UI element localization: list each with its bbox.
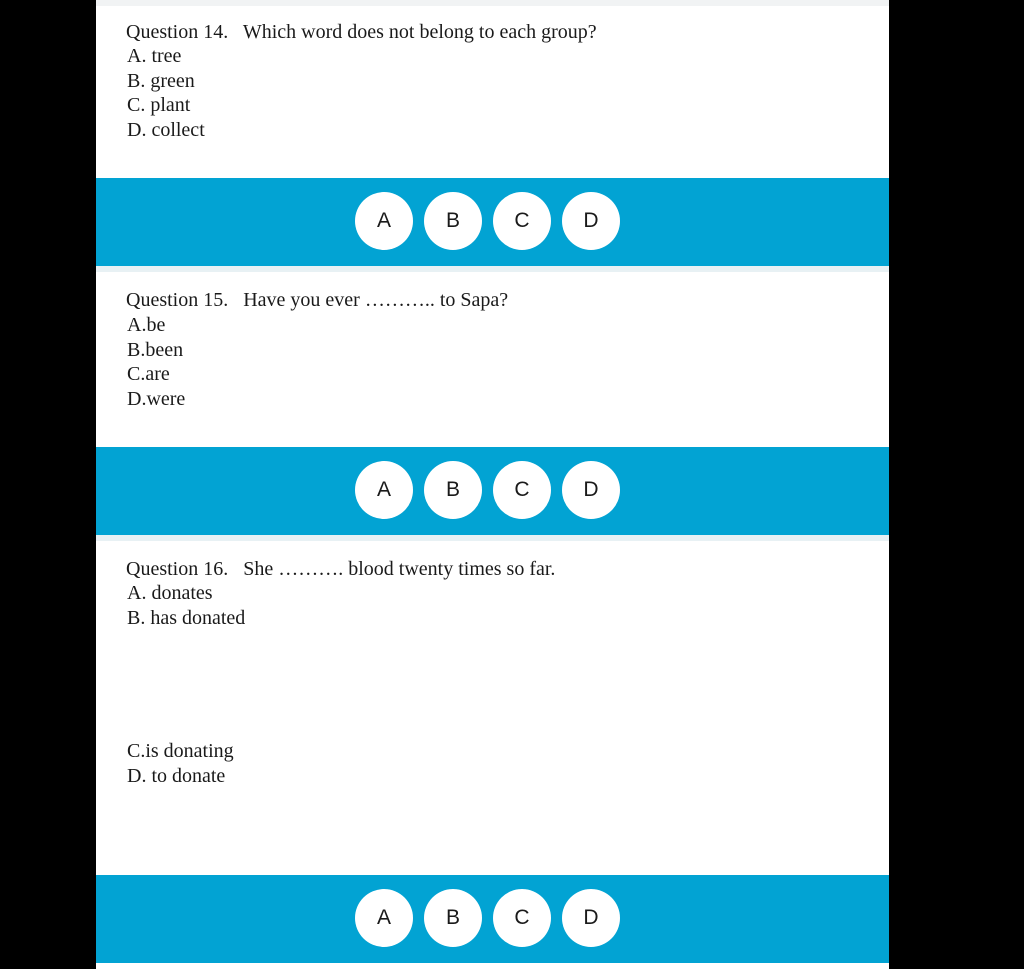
choice-b-button[interactable]: B (424, 889, 482, 947)
option-c: C.is donating (127, 740, 234, 762)
option-a: A.be (127, 314, 166, 336)
option-b: B. has donated (127, 607, 246, 629)
option-d: D. to donate (127, 765, 226, 787)
option-c: C.are (127, 363, 170, 385)
option-c: C. plant (127, 94, 191, 116)
question-card-15 (96, 272, 889, 447)
choice-d-button[interactable]: D (562, 889, 620, 947)
choice-b-button[interactable]: B (424, 192, 482, 250)
question-text: Question 16. She ………. blood twenty times so far. (126, 558, 556, 580)
answer-bar-16 (96, 875, 889, 963)
option-a: A. donates (127, 582, 213, 604)
choice-d-button[interactable]: D (562, 461, 620, 519)
answer-bar-15 (96, 447, 889, 535)
choice-d-button[interactable]: D (562, 192, 620, 250)
choice-a-button[interactable]: A (355, 889, 413, 947)
question-card-14 (96, 6, 889, 178)
question-card-16 (96, 541, 889, 875)
choice-b-button[interactable]: B (424, 461, 482, 519)
option-b: B. green (127, 70, 195, 92)
quiz-page (96, 0, 889, 969)
choice-a-button[interactable]: A (355, 461, 413, 519)
choice-a-button[interactable]: A (355, 192, 413, 250)
option-d: D. collect (127, 119, 205, 141)
question-text: Question 14. Which word does not belong to each group? (126, 21, 597, 43)
answer-bar-14 (96, 178, 889, 266)
option-a: A. tree (127, 45, 182, 67)
choice-c-button[interactable]: C (493, 461, 551, 519)
choice-c-button[interactable]: C (493, 889, 551, 947)
option-d: D.were (127, 388, 186, 410)
option-b: B.been (127, 339, 184, 361)
choice-c-button[interactable]: C (493, 192, 551, 250)
question-text: Question 15. Have you ever ……….. to Sapa? (126, 289, 509, 311)
